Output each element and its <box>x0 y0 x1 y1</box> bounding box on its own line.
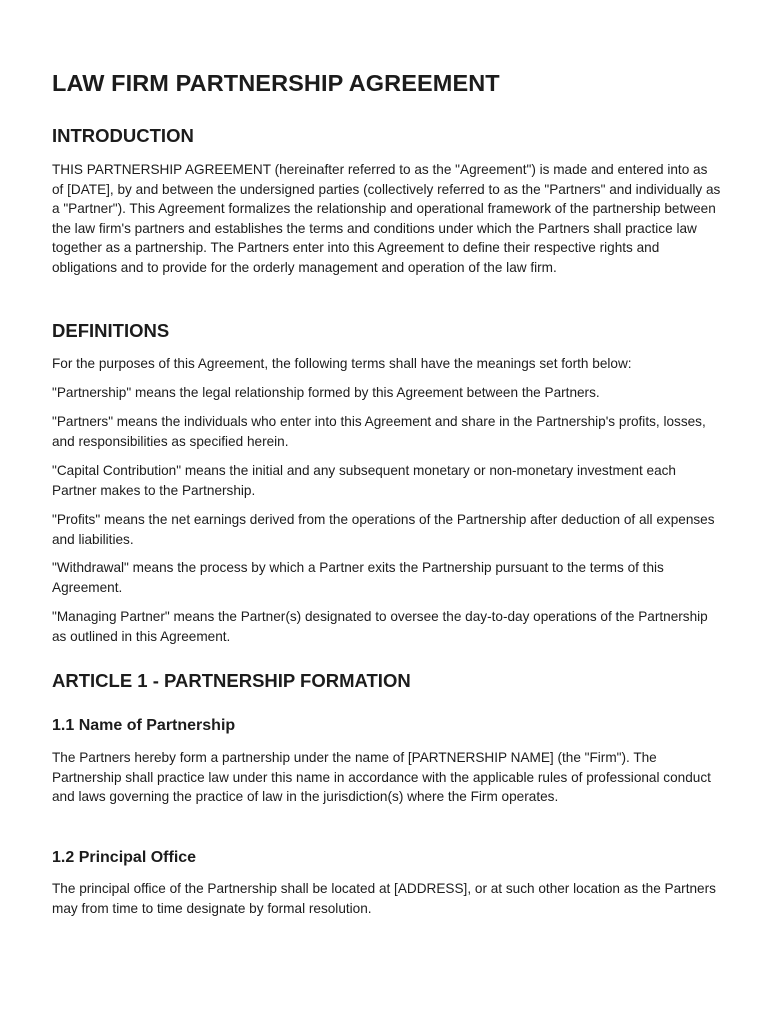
definition-partners: "Partners" means the individuals who enter into this Agreement and share in the Partnership's profits, losses, and responsibilities as specified herein. <box>52 414 706 449</box>
introduction-paragraph: THIS PARTNERSHIP AGREEMENT (hereinafter referred to as the "Agreement") is made and entered into as of [DATE], by and between the undersigned parties (collectively referred to as the "Partners" and individually as a "Partner"). This Agreement formalizes the relationship and operational framework of the partnership between the law firm's partners and establishes the terms and conditions under which the Partners shall practice law together as a partnership. The Partners enter into this Agreement to define their respective rights and obligations and to provide for the orderly management and operation of the law firm. <box>52 162 721 275</box>
section-1-2-paragraph: The principal office of the Partnership shall be located at [ADDRESS], or at such other location as the Partners may from time to time designate by formal resolution. <box>52 881 716 916</box>
document-title: LAW FIRM PARTNERSHIP AGREEMENT <box>52 70 500 96</box>
definitions-intro: For the purposes of this Agreement, the following terms shall have the meanings set forth below: <box>52 356 632 371</box>
article-1-heading: ARTICLE 1 - PARTNERSHIP FORMATION <box>52 670 411 691</box>
definition-withdrawal: "Withdrawal" means the process by which a Partner exits the Partnership pursuant to the terms of this Agreement. <box>52 560 664 595</box>
definition-profits: "Profits" means the net earnings derived from the operations of the Partnership after deduction of all expenses and liabilities. <box>52 512 715 547</box>
section-1-2-heading: 1.2 Principal Office <box>52 849 197 866</box>
section-1-1-heading: 1.1 Name of Partnership <box>52 717 236 734</box>
definition-capital-contribution: "Capital Contribution" means the initial and any subsequent monetary or non-monetary investment each Partner makes to the Partnership. <box>52 463 676 498</box>
definition-managing-partner: "Managing Partner" means the Partner(s) designated to oversee the day-to-day operations of the Partnership as outlined in this Agreement. <box>52 609 708 644</box>
section-1-1-paragraph: The Partners hereby form a partnership under the name of [PARTNERSHIP NAME] (the "Firm"). The Partnership shall practice law under this name in accordance with the applicable rules of professional conduct and laws governing the practice of law in the jurisdiction(s) where the Firm operates. <box>52 750 711 805</box>
introduction-heading: INTRODUCTION <box>52 125 194 146</box>
definition-partnership: "Partnership" means the legal relationship formed by this Agreement between the Partners. <box>52 385 600 400</box>
definitions-heading: DEFINITIONS <box>52 320 170 341</box>
